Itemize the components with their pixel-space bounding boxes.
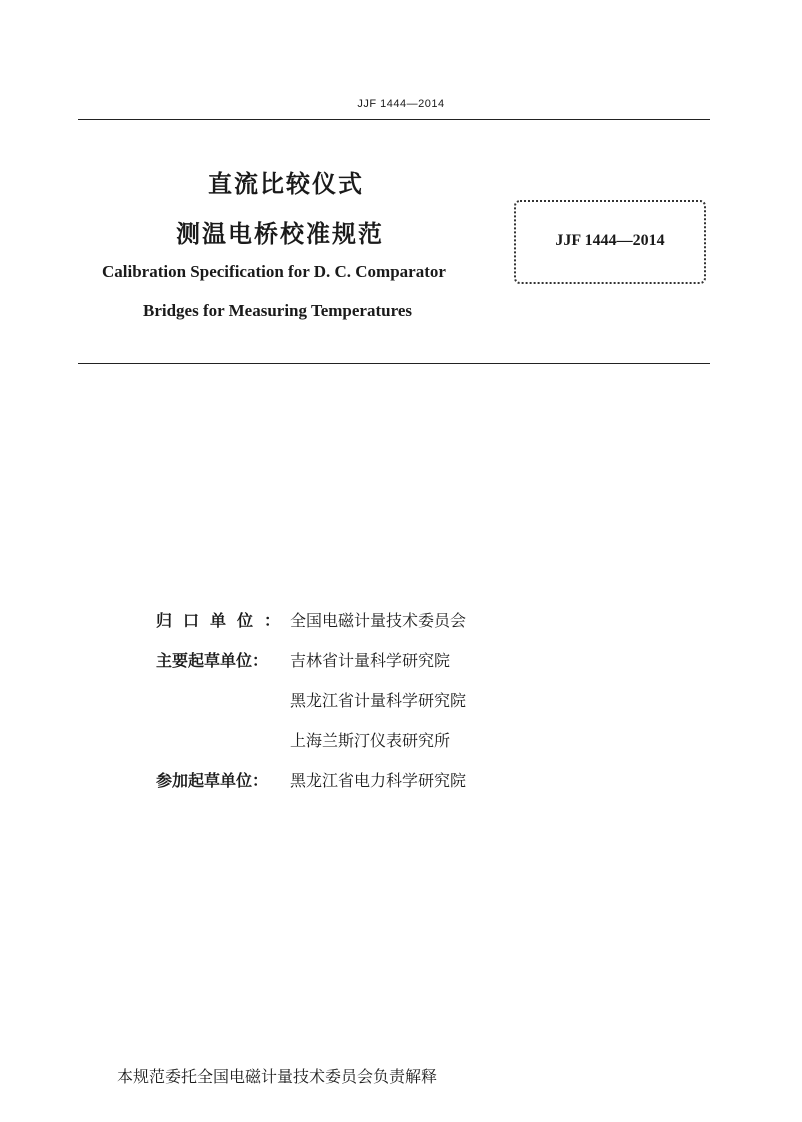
main-drafting-unit-3: 上海兰斯汀仪表研究所 (290, 731, 451, 750)
participating-drafting-unit: 黑龙江省电力科学研究院 (290, 771, 467, 790)
interpretation-note: 本规范委托全国电磁计量技术委员会负责解释 (117, 1067, 438, 1086)
title-zh-line1: 直流比较仪式 (208, 170, 364, 198)
document-code-box (514, 200, 706, 284)
drafting-info (156, 608, 466, 808)
document-code-box-text: JJF 1444—2014 (555, 232, 665, 249)
participating-drafting-label: 参加起草单位： (156, 771, 269, 790)
centralized-unit-label: 归口单位： (156, 611, 292, 630)
main-drafting-row (156, 648, 466, 688)
centralized-unit-value: 全国电磁计量技术委员会 (290, 611, 467, 630)
main-drafting-unit-2: 黑龙江省计量科学研究院 (290, 691, 467, 710)
header-document-code: JJF 1444—2014 (357, 98, 445, 110)
participating-drafting-row (156, 768, 466, 808)
main-drafting-row-3 (156, 728, 466, 768)
main-drafting-row-2 (156, 688, 466, 728)
main-drafting-label: 主要起草单位： (156, 651, 269, 670)
main-drafting-unit-1: 吉林省计量科学研究院 (290, 651, 451, 670)
title-zh-line2: 测温电桥校准规范 (176, 220, 384, 248)
title-en-line2: Bridges for Measuring Temperatures (143, 301, 412, 320)
title-en-line1: Calibration Specification for D. C. Comparator (102, 262, 446, 281)
header-rule (78, 119, 710, 120)
centralized-unit-row (156, 608, 466, 648)
title-rule (78, 363, 710, 364)
